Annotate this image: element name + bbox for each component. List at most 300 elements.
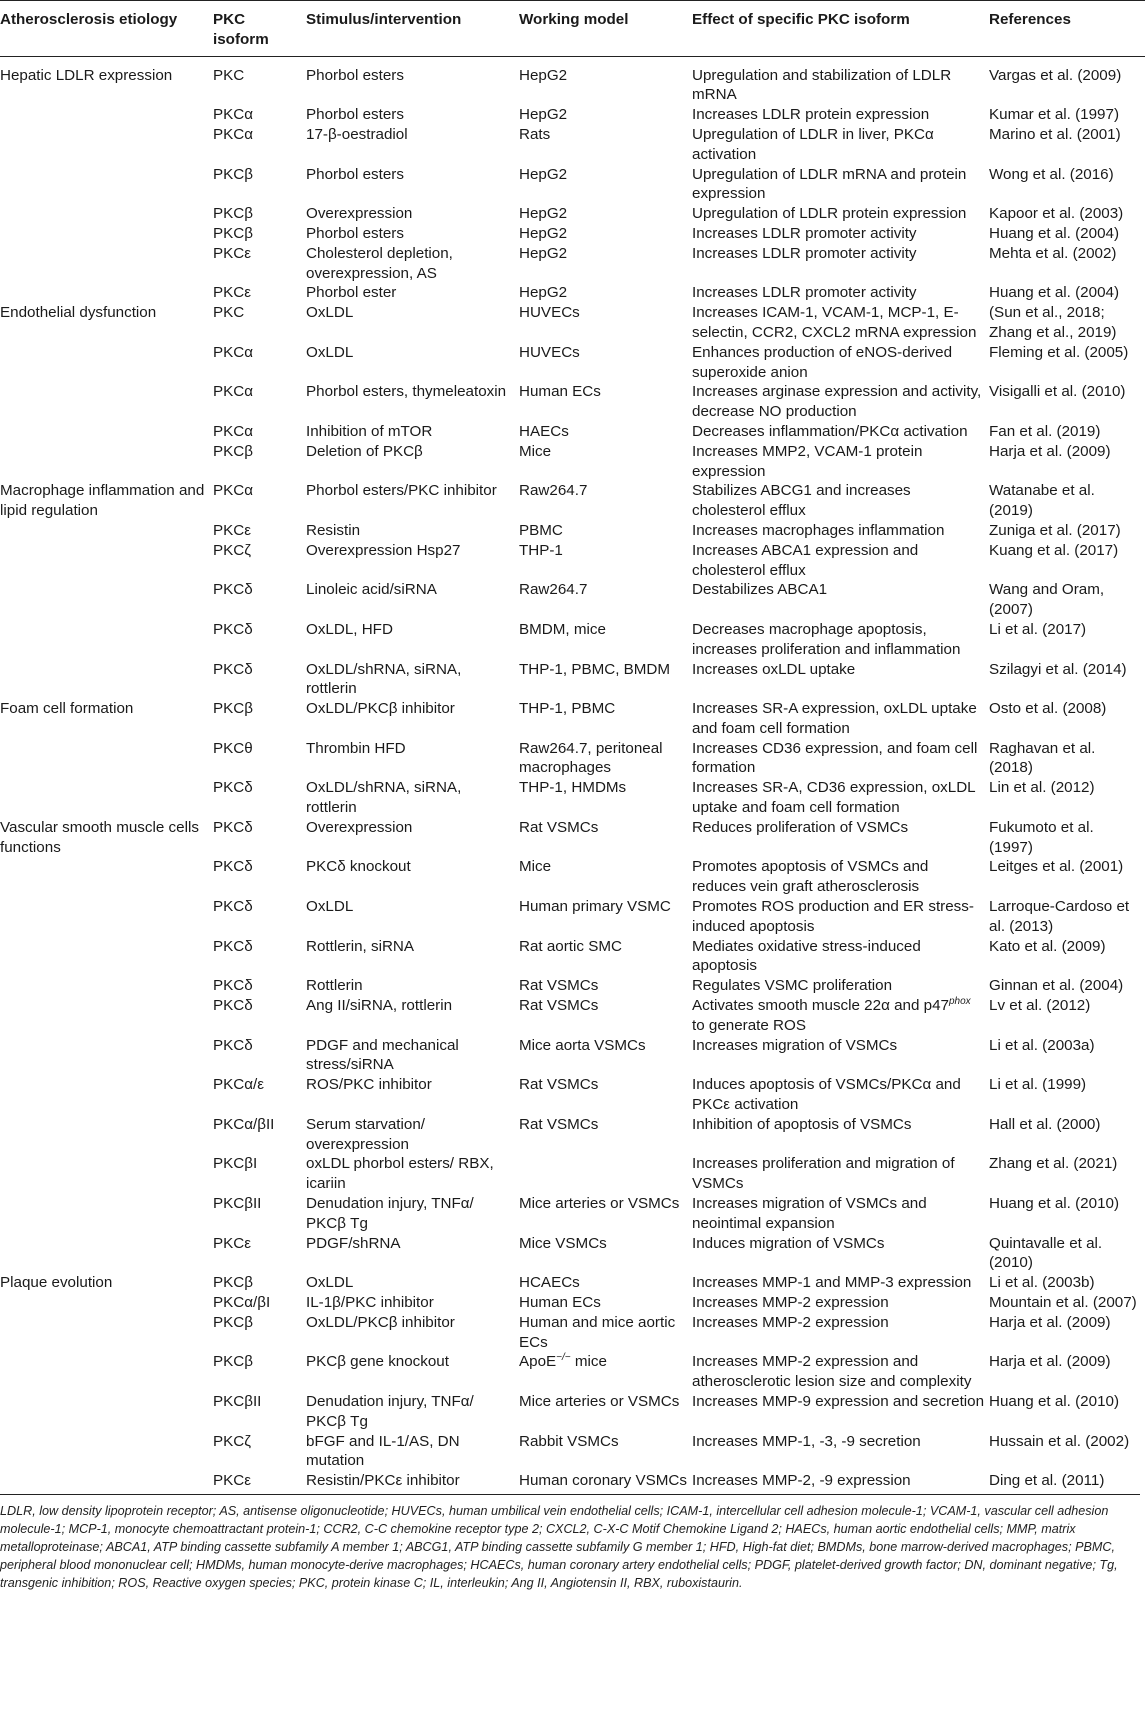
cell-effect bbox=[692, 996, 989, 1036]
cell-stimulus-text: Phorbol esters bbox=[306, 106, 404, 124]
header-model: Working model bbox=[519, 1, 692, 57]
cell-reference bbox=[989, 343, 1145, 383]
cell-pkc-isoform bbox=[213, 382, 306, 422]
cell-working-model-text: Mice bbox=[519, 858, 552, 876]
cell-reference-text: Harja et al. (2009) bbox=[989, 442, 1111, 460]
cell-working-model bbox=[519, 739, 692, 779]
cell-stimulus bbox=[306, 620, 519, 660]
table-row bbox=[0, 224, 1145, 244]
cell-pkc-isoform bbox=[213, 699, 306, 739]
table-row bbox=[0, 660, 1145, 700]
cell-working-model-text: Human ECs bbox=[519, 383, 601, 401]
cell-etiology bbox=[0, 224, 213, 244]
cell-pkc-isoform-text: PKCβ bbox=[213, 700, 253, 718]
cell-effect-text: Upregulation of LDLR in liver, PKCα activation bbox=[692, 125, 934, 163]
cell-stimulus-text: PKCβ gene knockout bbox=[306, 1353, 449, 1371]
cell-stimulus bbox=[306, 244, 519, 284]
cell-pkc-isoform bbox=[213, 1036, 306, 1076]
cell-reference-text: Leitges et al. (2001) bbox=[989, 858, 1124, 876]
cell-stimulus bbox=[306, 1352, 519, 1392]
table-row bbox=[0, 125, 1145, 165]
cell-effect-text: Destabilizes ABCA1 bbox=[692, 581, 828, 599]
cell-reference bbox=[989, 125, 1145, 165]
cell-effect bbox=[692, 105, 989, 125]
cell-stimulus-text: OxLDL bbox=[306, 1274, 354, 1292]
cell-working-model bbox=[519, 1273, 692, 1293]
cell-pkc-isoform-text: PKCα bbox=[213, 482, 254, 500]
cell-stimulus bbox=[306, 125, 519, 165]
cell-pkc-isoform-text: PKCδ bbox=[213, 1036, 253, 1054]
cell-effect-text: Induces migration of VSMCs bbox=[692, 1234, 885, 1252]
cell-reference-text: Visigalli et al. (2010) bbox=[989, 383, 1126, 401]
table-row bbox=[0, 481, 1145, 521]
cell-pkc-isoform bbox=[213, 244, 306, 284]
cell-stimulus-text: PDGF and mechanical stress/siRNA bbox=[306, 1036, 459, 1074]
cell-working-model-text: THP-1, HMDMs bbox=[519, 779, 627, 797]
cell-etiology bbox=[0, 976, 213, 996]
cell-effect-text: Increases proliferation and migration of VSMCs bbox=[692, 1155, 955, 1193]
table-row bbox=[0, 739, 1145, 779]
cell-reference bbox=[989, 857, 1145, 897]
cell-stimulus-text: 17-β-oestradiol bbox=[306, 125, 408, 143]
cell-etiology-text: Vascular smooth muscle cells functions bbox=[0, 818, 199, 856]
cell-pkc-isoform bbox=[213, 1432, 306, 1472]
cell-working-model-text: Rats bbox=[519, 125, 551, 143]
cell-effect-text: Promotes apoptosis of VSMCs and reduces vein graft atherosclerosis bbox=[692, 858, 929, 896]
cell-effect bbox=[692, 244, 989, 284]
table-row bbox=[0, 1273, 1145, 1293]
cell-stimulus bbox=[306, 818, 519, 858]
cell-effect-text: Increases arginase expression and activity, decrease NO production bbox=[692, 383, 982, 421]
table-row bbox=[0, 1036, 1145, 1076]
cell-working-model bbox=[519, 660, 692, 700]
cell-effect bbox=[692, 1075, 989, 1115]
table-row bbox=[0, 1352, 1145, 1392]
cell-working-model bbox=[519, 204, 692, 224]
cell-etiology bbox=[0, 442, 213, 482]
cell-reference bbox=[989, 1432, 1145, 1472]
cell-working-model-text: HUVECs bbox=[519, 304, 580, 322]
table-row bbox=[0, 897, 1145, 937]
table-row bbox=[0, 1293, 1145, 1313]
cell-reference-text: Watanabe et al. (2019) bbox=[989, 482, 1095, 520]
cell-pkc-isoform bbox=[213, 976, 306, 996]
table-row bbox=[0, 165, 1145, 205]
cell-stimulus-text: Phorbol esters, thymeleatoxin bbox=[306, 383, 507, 401]
cell-etiology bbox=[0, 204, 213, 224]
cell-etiology bbox=[0, 56, 213, 105]
cell-pkc-isoform-text: PKCα bbox=[213, 125, 254, 143]
cell-effect-text: Increases MMP-1, -3, -9 secretion bbox=[692, 1432, 921, 1450]
cell-reference-text: Fleming et al. (2005) bbox=[989, 343, 1129, 361]
cell-reference bbox=[989, 105, 1145, 125]
cell-effect bbox=[692, 937, 989, 977]
cell-pkc-isoform bbox=[213, 105, 306, 125]
cell-stimulus-text: Rottlerin, siRNA bbox=[306, 937, 415, 955]
cell-stimulus bbox=[306, 739, 519, 779]
cell-etiology bbox=[0, 125, 213, 165]
cell-pkc-isoform bbox=[213, 937, 306, 977]
cell-stimulus-text: Overexpression Hsp27 bbox=[306, 541, 461, 559]
cell-working-model-text: Raw264.7 bbox=[519, 482, 588, 500]
cell-stimulus-text: Denudation injury, TNFα/ PKCβ Tg bbox=[306, 1392, 474, 1430]
cell-stimulus-text: OxLDL bbox=[306, 343, 354, 361]
cell-stimulus-text: Deletion of PKCβ bbox=[306, 442, 423, 460]
cell-effect bbox=[692, 56, 989, 105]
cell-effect-text: Increases macrophages inflammation bbox=[692, 521, 945, 539]
table-row bbox=[0, 105, 1145, 125]
cell-stimulus-text: Denudation injury, TNFα/ PKCβ Tg bbox=[306, 1195, 474, 1232]
cell-effect bbox=[692, 976, 989, 996]
cell-pkc-isoform bbox=[213, 541, 306, 581]
header-stimulus: Stimulus/intervention bbox=[306, 1, 519, 57]
cell-working-model-text: HepG2 bbox=[519, 106, 568, 124]
cell-etiology bbox=[0, 857, 213, 897]
cell-stimulus bbox=[306, 541, 519, 581]
cell-pkc-isoform-text: PKCζ bbox=[213, 1432, 251, 1450]
cell-pkc-isoform-text: PKCδ bbox=[213, 620, 253, 638]
header-etiology: Atherosclerosis etiology bbox=[0, 1, 213, 57]
cell-reference-text: Huang et al. (2010) bbox=[989, 1195, 1120, 1213]
table-row bbox=[0, 521, 1145, 541]
cell-working-model-text: Human and mice aortic ECs bbox=[519, 1313, 676, 1351]
cell-effect bbox=[692, 660, 989, 700]
cell-stimulus bbox=[306, 422, 519, 442]
cell-etiology bbox=[0, 1293, 213, 1313]
cell-etiology bbox=[0, 1352, 213, 1392]
cell-working-model bbox=[519, 283, 692, 303]
cell-pkc-isoform-text: PKCα/ε bbox=[213, 1076, 264, 1094]
cell-etiology-text: Foam cell formation bbox=[0, 700, 134, 718]
cell-etiology bbox=[0, 1471, 213, 1494]
cell-working-model bbox=[519, 521, 692, 541]
cell-working-model bbox=[519, 382, 692, 422]
cell-pkc-isoform-text: PKCδ bbox=[213, 898, 253, 916]
cell-reference bbox=[989, 224, 1145, 244]
cell-effect bbox=[692, 778, 989, 818]
cell-stimulus-text: Phorbol esters bbox=[306, 224, 404, 242]
cell-working-model bbox=[519, 1392, 692, 1432]
cell-effect-text: Stabilizes ABCG1 and increases cholesterol efflux bbox=[692, 482, 911, 520]
cell-reference-text: Li et al. (1999) bbox=[989, 1076, 1087, 1094]
cell-working-model-text: HCAECs bbox=[519, 1274, 580, 1292]
cell-effect bbox=[692, 382, 989, 422]
cell-working-model bbox=[519, 303, 692, 343]
cell-reference-text: Li et al. (2003a) bbox=[989, 1036, 1095, 1054]
cell-pkc-isoform bbox=[213, 739, 306, 779]
cell-working-model bbox=[519, 996, 692, 1036]
cell-effect bbox=[692, 541, 989, 581]
cell-reference bbox=[989, 1293, 1145, 1313]
cell-etiology bbox=[0, 165, 213, 205]
cell-effect-text: Increases SR-A expression, oxLDL uptake and foam cell formation bbox=[692, 700, 977, 737]
cell-etiology bbox=[0, 521, 213, 541]
cell-pkc-isoform bbox=[213, 224, 306, 244]
cell-reference bbox=[989, 739, 1145, 779]
cell-stimulus-text: Overexpression bbox=[306, 205, 413, 223]
cell-etiology bbox=[0, 937, 213, 977]
cell-etiology-text: Plaque evolution bbox=[0, 1274, 113, 1292]
cell-working-model-text: Mice VSMCs bbox=[519, 1234, 607, 1252]
cell-working-model bbox=[519, 778, 692, 818]
cell-reference bbox=[989, 1154, 1145, 1194]
cell-pkc-isoform-text: PKCβII bbox=[213, 1392, 262, 1410]
cell-working-model-text: Mice arteries or VSMCs bbox=[519, 1195, 680, 1213]
cell-stimulus bbox=[306, 1075, 519, 1115]
cell-working-model-text: Rat VSMCs bbox=[519, 1076, 599, 1094]
cell-working-model bbox=[519, 343, 692, 383]
cell-pkc-isoform-text: PKCβ bbox=[213, 224, 253, 242]
cell-working-model-text: HepG2 bbox=[519, 165, 568, 183]
cell-etiology bbox=[0, 1234, 213, 1274]
cell-pkc-isoform-text: PKCδ bbox=[213, 581, 253, 599]
cell-pkc-isoform-text: PKCβII bbox=[213, 1195, 262, 1213]
cell-etiology bbox=[0, 1154, 213, 1194]
cell-working-model-suffix: mice bbox=[570, 1353, 607, 1371]
header-row bbox=[0, 1, 1145, 57]
cell-effect bbox=[692, 1115, 989, 1155]
cell-stimulus-text: OxLDL/PKCβ inhibitor bbox=[306, 1313, 455, 1331]
cell-effect-text: Increases ICAM-1, VCAM-1, MCP-1, E-selectin, CCR2, CXCL2 mRNA expression bbox=[692, 304, 977, 341]
cell-pkc-isoform bbox=[213, 303, 306, 343]
cell-pkc-isoform bbox=[213, 125, 306, 165]
table-row bbox=[0, 976, 1145, 996]
cell-effect bbox=[692, 620, 989, 660]
cell-reference-text: Quintavalle et al. (2010) bbox=[989, 1234, 1103, 1272]
cell-working-model-text: ApoE bbox=[519, 1353, 557, 1371]
cell-pkc-isoform bbox=[213, 1273, 306, 1293]
cell-pkc-isoform bbox=[213, 56, 306, 105]
header-references: References bbox=[989, 1, 1145, 57]
cell-pkc-isoform bbox=[213, 1293, 306, 1313]
cell-reference bbox=[989, 1352, 1145, 1392]
cell-effect-text: Upregulation of LDLR protein expression bbox=[692, 205, 967, 223]
table-row bbox=[0, 442, 1145, 482]
cell-working-model-text: Rat aortic SMC bbox=[519, 937, 622, 955]
cell-working-model bbox=[519, 699, 692, 739]
cell-working-model bbox=[519, 1115, 692, 1155]
cell-reference bbox=[989, 976, 1145, 996]
cell-pkc-isoform bbox=[213, 343, 306, 383]
cell-etiology-text: Hepatic LDLR expression bbox=[0, 66, 173, 84]
table-row bbox=[0, 422, 1145, 442]
cell-pkc-isoform bbox=[213, 1234, 306, 1274]
cell-etiology bbox=[0, 897, 213, 937]
cell-working-model-text: HepG2 bbox=[519, 205, 568, 223]
table-row bbox=[0, 996, 1145, 1036]
cell-stimulus bbox=[306, 996, 519, 1036]
cell-etiology bbox=[0, 1036, 213, 1076]
cell-etiology bbox=[0, 660, 213, 700]
cell-pkc-isoform bbox=[213, 1471, 306, 1494]
cell-pkc-isoform-text: PKCε bbox=[213, 1234, 251, 1252]
cell-reference bbox=[989, 244, 1145, 284]
cell-reference-text: Lv et al. (2012) bbox=[989, 997, 1091, 1015]
cell-reference-text: Ding et al. (2011) bbox=[989, 1472, 1105, 1490]
cell-reference-text: Zuniga et al. (2017) bbox=[989, 521, 1121, 539]
cell-stimulus bbox=[306, 1293, 519, 1313]
cell-pkc-isoform-text: PKCα bbox=[213, 383, 254, 401]
cell-reference-text: Mehta et al. (2002) bbox=[989, 244, 1117, 262]
table-row bbox=[0, 778, 1145, 818]
cell-etiology bbox=[0, 244, 213, 284]
table-footnote: LDLR, low density lipoprotein receptor; AS, antisense oligonucleotide; HUVECs, human umbilical vein endothelial cells; ICAM-1, intercellular cell adhesion molecule-1; VCAM-1, vascular cell adhesion molecule-1; MCP-1, monocyte chemoattractant protein-1; CCR2, C-C chemokine receptor type 2; CXCL2, C-X-C Motif Chemokine Ligand 2; HAECs, human aortic endothelial cells; MMP, matrix metalloproteinase; ABCA1, ATP binding cassette subfamily A member 1; ABCG1, ATP binding cassette subfamily G member 1; HFD, High-fat diet; BMDMs, bone marrow-derived macrophages; PBMC, peripheral blood mononuclear cell; HMDMs, human monocyte-derive macrophages; HCAECs, human coronary artery endothelial cells; PDGF, platelet-derived growth factor; DN, dominant negative; Tg, transgenic inhibition; ROS, Reactive oxygen species; PKC, protein kinase C; IL, interleukin; Ang II, Angiotensin II, RBX, ruboxistaurin. bbox=[0, 1494, 1140, 1592]
cell-working-model bbox=[519, 1293, 692, 1313]
cell-reference-text: Lin et al. (2012) bbox=[989, 779, 1095, 797]
cell-stimulus bbox=[306, 1313, 519, 1353]
cell-effect-text: Decreases macrophage apoptosis, increases proliferation and inflammation bbox=[692, 620, 961, 658]
cell-working-model bbox=[519, 244, 692, 284]
cell-effect-text: Upregulation of LDLR mRNA and protein expression bbox=[692, 165, 967, 203]
cell-pkc-isoform-text: PKCδ bbox=[213, 937, 253, 955]
cell-etiology bbox=[0, 1075, 213, 1115]
cell-reference bbox=[989, 660, 1145, 700]
cell-reference-text: Raghavan et al. (2018) bbox=[989, 739, 1096, 777]
cell-working-model-text: BMDM, mice bbox=[519, 620, 606, 638]
cell-stimulus bbox=[306, 56, 519, 105]
cell-reference bbox=[989, 1036, 1145, 1076]
cell-working-model bbox=[519, 976, 692, 996]
cell-working-model bbox=[519, 1313, 692, 1353]
cell-effect-text: Increases MMP-9 expression and secretion bbox=[692, 1392, 985, 1410]
cell-reference bbox=[989, 1273, 1145, 1293]
cell-stimulus bbox=[306, 283, 519, 303]
cell-reference bbox=[989, 580, 1145, 620]
cell-reference-text: Osto et al. (2008) bbox=[989, 700, 1107, 718]
cell-pkc-isoform-text: PKCε bbox=[213, 244, 251, 262]
table-header bbox=[0, 1, 1145, 57]
cell-pkc-isoform-text: PKCα/βI bbox=[213, 1294, 271, 1311]
cell-pkc-isoform bbox=[213, 442, 306, 482]
cell-reference bbox=[989, 699, 1145, 739]
cell-etiology bbox=[0, 1273, 213, 1293]
cell-working-model bbox=[519, 165, 692, 205]
cell-etiology-text: Endothelial dysfunction bbox=[0, 304, 157, 322]
cell-stimulus bbox=[306, 857, 519, 897]
cell-reference-text: Harja et al. (2009) bbox=[989, 1353, 1111, 1371]
cell-effect-text: Increases MMP-1 and MMP-3 expression bbox=[692, 1274, 972, 1292]
cell-pkc-isoform-text: PKCδ bbox=[213, 779, 253, 797]
cell-working-model bbox=[519, 1036, 692, 1076]
cell-effect bbox=[692, 224, 989, 244]
cell-effect bbox=[692, 1273, 989, 1293]
cell-working-model-text: Human primary VSMC bbox=[519, 898, 671, 916]
cell-pkc-isoform-text: PKCε bbox=[213, 521, 251, 539]
table-row bbox=[0, 1234, 1145, 1274]
cell-reference bbox=[989, 818, 1145, 858]
header-isoform: PKC isoform bbox=[213, 1, 306, 57]
cell-pkc-isoform bbox=[213, 1194, 306, 1234]
cell-working-model bbox=[519, 422, 692, 442]
cell-stimulus-text: Phorbol esters bbox=[306, 165, 404, 183]
table-row bbox=[0, 620, 1145, 660]
cell-stimulus bbox=[306, 303, 519, 343]
cell-working-model-text: Rabbit VSMCs bbox=[519, 1432, 619, 1450]
table-row bbox=[0, 1392, 1145, 1432]
cell-stimulus-text: Phorbol esters bbox=[306, 66, 404, 84]
cell-pkc-isoform-text: PKCα bbox=[213, 343, 254, 361]
cell-etiology bbox=[0, 105, 213, 125]
cell-reference-text: Li et al. (2017) bbox=[989, 620, 1087, 638]
cell-working-model-text: Human coronary VSMCs bbox=[519, 1472, 687, 1490]
cell-effect bbox=[692, 1154, 989, 1194]
cell-effect-text: Activates smooth muscle 22α and p47 bbox=[692, 997, 949, 1015]
cell-working-model bbox=[519, 1075, 692, 1115]
cell-stimulus bbox=[306, 1194, 519, 1234]
cell-stimulus bbox=[306, 204, 519, 224]
cell-effect-superscript: phox bbox=[948, 995, 971, 1007]
cell-working-model-text: Mice arteries or VSMCs bbox=[519, 1392, 680, 1410]
cell-reference bbox=[989, 165, 1145, 205]
cell-stimulus-text: Inhibition of mTOR bbox=[306, 422, 433, 440]
cell-stimulus-text: OxLDL/shRNA, siRNA, rottlerin bbox=[306, 779, 462, 817]
cell-effect bbox=[692, 165, 989, 205]
cell-stimulus-text: Resistin/PKCε inhibitor bbox=[306, 1472, 460, 1490]
table-row bbox=[0, 56, 1145, 105]
cell-etiology bbox=[0, 1432, 213, 1472]
cell-effect-text: Enhances production of eNOS-derived superoxide anion bbox=[692, 343, 953, 381]
cell-stimulus-text: Thrombin HFD bbox=[306, 739, 406, 757]
cell-reference bbox=[989, 778, 1145, 818]
cell-stimulus bbox=[306, 1234, 519, 1274]
cell-working-model-text: THP-1, PBMC bbox=[519, 700, 616, 718]
cell-effect bbox=[692, 857, 989, 897]
cell-etiology bbox=[0, 1115, 213, 1155]
cell-effect-text: Increases MMP-2, -9 expression bbox=[692, 1472, 911, 1490]
cell-reference-text: Kuang et al. (2017) bbox=[989, 541, 1119, 559]
cell-effect bbox=[692, 125, 989, 165]
cell-stimulus-text: IL-1β/PKC inhibitor bbox=[306, 1294, 434, 1311]
cell-pkc-isoform bbox=[213, 580, 306, 620]
cell-effect bbox=[692, 818, 989, 858]
cell-pkc-isoform-text: PKCε bbox=[213, 1472, 251, 1490]
cell-working-model bbox=[519, 1432, 692, 1472]
cell-working-model bbox=[519, 56, 692, 105]
cell-etiology bbox=[0, 382, 213, 422]
cell-reference bbox=[989, 56, 1145, 105]
table-row bbox=[0, 818, 1145, 858]
cell-stimulus bbox=[306, 224, 519, 244]
cell-stimulus-text: Phorbol esters/PKC inhibitor bbox=[306, 482, 497, 500]
cell-reference-text: Fan et al. (2019) bbox=[989, 422, 1101, 440]
cell-pkc-isoform-text: PKCα bbox=[213, 106, 254, 124]
cell-stimulus bbox=[306, 343, 519, 383]
table-row bbox=[0, 1194, 1145, 1234]
cell-working-model-text: Mice aorta VSMCs bbox=[519, 1036, 646, 1054]
cell-pkc-isoform bbox=[213, 1313, 306, 1353]
cell-pkc-isoform bbox=[213, 660, 306, 700]
cell-reference bbox=[989, 1075, 1145, 1115]
cell-pkc-isoform bbox=[213, 897, 306, 937]
cell-pkc-isoform-text: PKCθ bbox=[213, 739, 253, 757]
cell-working-model bbox=[519, 1352, 692, 1392]
cell-reference bbox=[989, 283, 1145, 303]
cell-working-model bbox=[519, 1194, 692, 1234]
cell-working-model bbox=[519, 1234, 692, 1274]
cell-working-model bbox=[519, 1154, 692, 1194]
cell-reference-text: Kapoor et al. (2003) bbox=[989, 205, 1124, 223]
cell-stimulus-text: PDGF/shRNA bbox=[306, 1234, 401, 1252]
table-row bbox=[0, 937, 1145, 977]
cell-stimulus-text: oxLDL phorbol esters/ RBX, icariin bbox=[306, 1155, 494, 1193]
cell-reference-text: Hussain et al. (2002) bbox=[989, 1432, 1130, 1450]
cell-pkc-isoform-text: PKCβ bbox=[213, 1274, 253, 1292]
cell-pkc-isoform bbox=[213, 481, 306, 521]
cell-pkc-isoform-text: PKCζ bbox=[213, 541, 251, 559]
cell-reference-text: Fukumoto et al. (1997) bbox=[989, 818, 1094, 856]
cell-stimulus-text: PKCδ knockout bbox=[306, 858, 411, 876]
cell-working-model-text: HAECs bbox=[519, 422, 569, 440]
